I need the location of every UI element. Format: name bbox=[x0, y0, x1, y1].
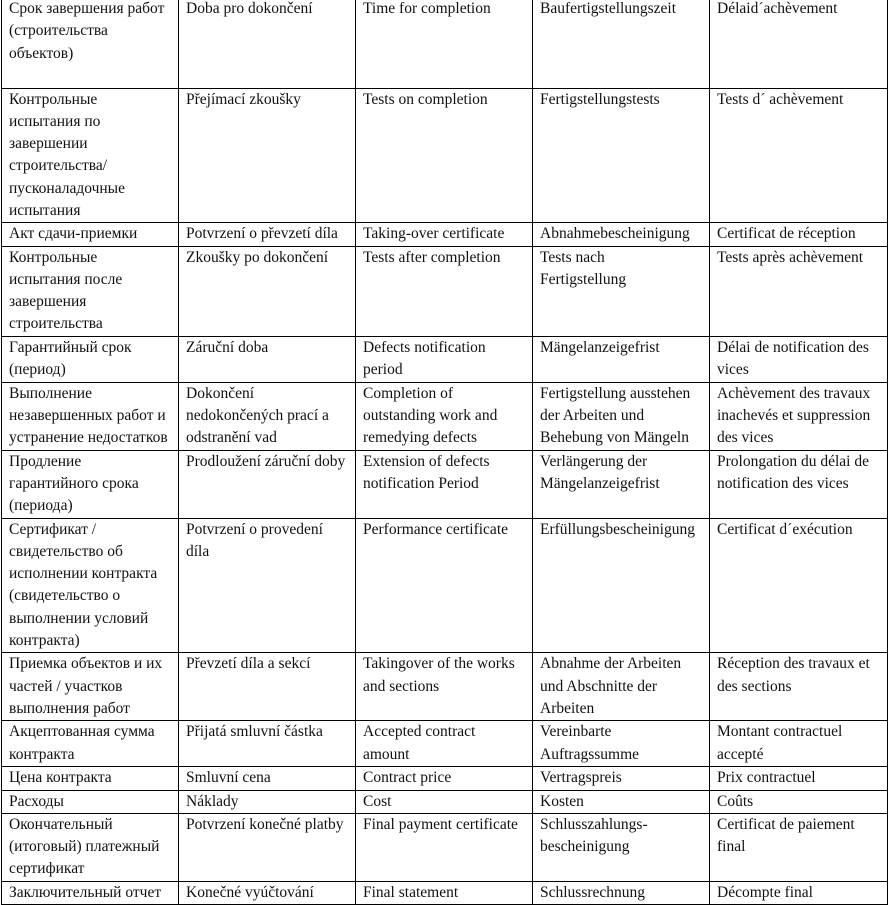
term-text-line: Контрольные bbox=[9, 248, 98, 266]
term-text-line: Smluvní cena bbox=[186, 769, 271, 787]
term-text-line: amount bbox=[363, 745, 410, 763]
term-cell-french bbox=[710, 223, 888, 246]
term-cell-english bbox=[356, 813, 533, 881]
term-text-line: Délaid´achèvement bbox=[717, 0, 838, 17]
term-text-line: завершения bbox=[9, 293, 87, 311]
table-row bbox=[2, 223, 888, 246]
term-cell-french bbox=[710, 767, 888, 790]
term-text-line: Potvrzení konečné platby bbox=[186, 815, 344, 833]
term-cell-russian bbox=[2, 790, 179, 813]
term-cell-english bbox=[356, 0, 533, 88]
term-cell-german bbox=[533, 223, 710, 246]
term-text-line: выполнении условий bbox=[9, 609, 149, 627]
term-text-line: Taking-over certificate bbox=[363, 225, 505, 243]
term-text-line: Продление bbox=[9, 452, 82, 470]
term-text-line: Schlusszahlungs- bbox=[540, 815, 648, 833]
term-text-line: Контрольные bbox=[9, 90, 98, 108]
term-text-line: Заключительный отчет bbox=[9, 883, 162, 901]
table-row bbox=[2, 336, 888, 382]
term-cell-english bbox=[356, 767, 533, 790]
term-cell-french bbox=[710, 790, 888, 813]
term-text-line: Гарантийный срок bbox=[9, 338, 132, 356]
term-cell-german bbox=[533, 790, 710, 813]
term-text-line: Performance certificate bbox=[363, 520, 509, 538]
table-row bbox=[2, 0, 888, 88]
term-cell-english bbox=[356, 881, 533, 904]
term-cell-french bbox=[710, 450, 888, 518]
term-cell-russian bbox=[2, 721, 179, 767]
term-cell-russian bbox=[2, 0, 179, 88]
table-row bbox=[2, 721, 888, 767]
term-text-line: Расходы bbox=[9, 792, 64, 810]
term-text-line: Completion of bbox=[363, 384, 453, 402]
term-text-line: Décompte final bbox=[717, 883, 813, 901]
term-cell-french bbox=[710, 246, 888, 336]
term-cell-russian bbox=[2, 450, 179, 518]
table-row bbox=[2, 767, 888, 790]
term-cell-french bbox=[710, 721, 888, 767]
term-text-line: Tests on completion bbox=[363, 90, 488, 108]
term-text-line: notification des vices bbox=[717, 474, 849, 492]
term-cell-french bbox=[710, 653, 888, 721]
term-cell-french bbox=[710, 518, 888, 653]
term-text-line: and sections bbox=[363, 677, 440, 695]
term-text-line: исполнении контракта bbox=[9, 565, 158, 583]
term-cell-english bbox=[356, 246, 533, 336]
table-row bbox=[2, 246, 888, 336]
terminology-table bbox=[1, 0, 888, 905]
term-text-line: Final statement bbox=[363, 883, 459, 901]
term-text-line: nedokončených prací a bbox=[186, 407, 329, 425]
term-cell-german bbox=[533, 881, 710, 904]
term-text-line: notification Period bbox=[363, 474, 479, 492]
term-text-line: Tests après achèvement bbox=[717, 248, 864, 266]
term-text-line: Cost bbox=[363, 792, 392, 810]
term-text-line: Coûts bbox=[717, 792, 754, 810]
term-text-line: Выполнение bbox=[9, 384, 92, 402]
term-text-line: vices bbox=[717, 361, 749, 379]
term-cell-german bbox=[533, 813, 710, 881]
term-text-line: Délai de notification des bbox=[717, 338, 869, 356]
term-text-line: устранение недостатков bbox=[9, 429, 168, 447]
term-cell-german bbox=[533, 721, 710, 767]
term-text-line: гарантийного срока bbox=[9, 474, 139, 492]
term-text-line: Dokončení bbox=[186, 384, 255, 402]
term-text-line: remedying defects bbox=[363, 429, 478, 447]
table-row bbox=[2, 653, 888, 721]
term-text-line: des vices bbox=[717, 429, 774, 447]
term-text-line: Tests nach bbox=[540, 248, 605, 266]
term-text-line: Fertigstellung ausstehen bbox=[540, 384, 691, 402]
term-text-line: Fertigstellung bbox=[540, 270, 627, 288]
table-row bbox=[2, 790, 888, 813]
table-row bbox=[2, 88, 888, 223]
table-row bbox=[2, 450, 888, 518]
term-cell-czech bbox=[179, 223, 356, 246]
table-row bbox=[2, 813, 888, 881]
term-text-line: Montant contractuel bbox=[717, 723, 843, 741]
term-cell-russian bbox=[2, 246, 179, 336]
term-text-line: Přijatá smluvní částka bbox=[186, 723, 323, 741]
term-text-line: Mängelanzeigefrist bbox=[540, 338, 660, 356]
term-text-line: Цена контракта bbox=[9, 769, 112, 787]
term-cell-english bbox=[356, 450, 533, 518]
term-text-line: odstranění vad bbox=[186, 429, 277, 447]
term-cell-russian bbox=[2, 336, 179, 382]
term-cell-german bbox=[533, 336, 710, 382]
term-text-line: Акт сдачи-приемки bbox=[9, 225, 138, 243]
term-text-line: (свидетельство о bbox=[9, 587, 121, 605]
term-cell-french bbox=[710, 0, 888, 88]
term-text-line: Accepted contract bbox=[363, 723, 476, 741]
term-text-line: Doba pro dokončení bbox=[186, 0, 313, 17]
term-text-line: Vereinbarte bbox=[540, 723, 612, 741]
term-cell-czech bbox=[179, 450, 356, 518]
term-cell-french bbox=[710, 382, 888, 450]
term-text-line: Potvrzení o převzetí díla bbox=[186, 225, 338, 243]
table-body bbox=[2, 0, 888, 905]
term-text-line: Defects notification bbox=[363, 338, 486, 356]
term-text-line: Акцептованная сумма bbox=[9, 723, 155, 741]
term-cell-english bbox=[356, 518, 533, 653]
term-cell-russian bbox=[2, 767, 179, 790]
term-text-line: Extension of defects bbox=[363, 452, 490, 470]
term-cell-czech bbox=[179, 767, 356, 790]
term-text-line: (строительства bbox=[9, 22, 108, 40]
term-cell-german bbox=[533, 246, 710, 336]
term-text-line: незавершенных работ и bbox=[9, 407, 166, 425]
term-text-line: period bbox=[363, 361, 403, 379]
term-text-line: Prix contractuel bbox=[717, 769, 816, 787]
term-cell-english bbox=[356, 653, 533, 721]
term-cell-czech bbox=[179, 790, 356, 813]
term-text-line: des sections bbox=[717, 677, 792, 695]
term-text-line: Náklady bbox=[186, 792, 239, 810]
term-cell-french bbox=[710, 881, 888, 904]
term-cell-russian bbox=[2, 88, 179, 223]
term-cell-english bbox=[356, 382, 533, 450]
term-text-line: Mängelanzeigefrist bbox=[540, 474, 660, 492]
term-cell-russian bbox=[2, 881, 179, 904]
term-text-line: Final payment certificate bbox=[363, 815, 518, 833]
term-cell-russian bbox=[2, 653, 179, 721]
term-cell-czech bbox=[179, 0, 356, 88]
term-cell-french bbox=[710, 336, 888, 382]
term-text-line: Achèvement des travaux bbox=[717, 384, 871, 402]
term-text-line: (периода) bbox=[9, 497, 73, 515]
term-text-line: Behebung von Mängeln bbox=[540, 429, 689, 447]
term-text-line: Baufertigstellungszeit bbox=[540, 0, 677, 17]
term-text-line: Potvrzení o provedení bbox=[186, 520, 323, 538]
term-text-line: строительства/ bbox=[9, 157, 108, 175]
term-text-line: контракта) bbox=[9, 632, 80, 650]
term-cell-czech bbox=[179, 721, 356, 767]
term-text-line: строительства bbox=[9, 315, 103, 333]
term-text-line: Erfüllungsbescheinigung bbox=[540, 520, 695, 538]
term-cell-german bbox=[533, 382, 710, 450]
term-cell-czech bbox=[179, 336, 356, 382]
term-cell-english bbox=[356, 721, 533, 767]
term-cell-english bbox=[356, 88, 533, 223]
term-text-line: Záruční doba bbox=[186, 338, 269, 356]
term-text-line: Schlussrechnung bbox=[540, 883, 646, 901]
term-text-line: испытания по bbox=[9, 112, 101, 130]
term-text-line: Abnahme der Arbeiten bbox=[540, 655, 682, 673]
term-text-line: Contract price bbox=[363, 769, 452, 787]
term-text-line: Fertigstellungstests bbox=[540, 90, 660, 108]
term-text-line: Zkoušky po dokončení bbox=[186, 248, 329, 266]
term-text-line: díla bbox=[186, 542, 210, 560]
term-text-line: Prolongation du délai de bbox=[717, 452, 869, 470]
term-text-line: пусконаладочные bbox=[9, 179, 125, 197]
term-cell-russian bbox=[2, 813, 179, 881]
term-text-line: Time for completion bbox=[363, 0, 491, 17]
term-text-line: Сертификат / bbox=[9, 520, 97, 538]
term-text-line: сертификат bbox=[9, 860, 85, 878]
term-cell-english bbox=[356, 336, 533, 382]
term-text-line: der Arbeiten und bbox=[540, 407, 645, 425]
term-text-line: выполнения работ bbox=[9, 699, 130, 717]
term-text-line: inachevés et suppression bbox=[717, 407, 871, 425]
term-text-line: испытания bbox=[9, 201, 81, 219]
term-cell-english bbox=[356, 790, 533, 813]
term-cell-czech bbox=[179, 881, 356, 904]
term-text-line: Certificat d´exécution bbox=[717, 520, 853, 538]
term-text-line: Срок завершения работ bbox=[9, 0, 165, 17]
term-text-line: Takingover of the works bbox=[363, 655, 515, 673]
term-text-line: завершении bbox=[9, 135, 88, 153]
term-text-line: Kosten bbox=[540, 792, 584, 810]
term-text-line: Auftragssumme bbox=[540, 745, 640, 763]
term-text-line: (период) bbox=[9, 361, 66, 379]
term-text-line: final bbox=[717, 838, 746, 856]
term-text-line: контракта bbox=[9, 745, 75, 763]
term-cell-french bbox=[710, 813, 888, 881]
term-cell-russian bbox=[2, 382, 179, 450]
term-text-line: Převzetí díla a sekcí bbox=[186, 655, 311, 673]
term-cell-russian bbox=[2, 518, 179, 653]
term-text-line: объектов) bbox=[9, 44, 74, 62]
term-text-line: Réception des travaux et bbox=[717, 655, 870, 673]
term-cell-russian bbox=[2, 223, 179, 246]
term-text-line: Certificat de réception bbox=[717, 225, 856, 243]
term-cell-german bbox=[533, 518, 710, 653]
term-cell-german bbox=[533, 767, 710, 790]
term-text-line: outstanding work and bbox=[363, 407, 498, 425]
term-text-line: испытания после bbox=[9, 270, 123, 288]
term-cell-french bbox=[710, 88, 888, 223]
term-text-line: Tests after completion bbox=[363, 248, 501, 266]
term-cell-czech bbox=[179, 246, 356, 336]
term-cell-german bbox=[533, 653, 710, 721]
term-text-line: Окончательный bbox=[9, 815, 113, 833]
term-text-line: Prodloužení záruční doby bbox=[186, 452, 346, 470]
term-text-line: Приемка объектов и их bbox=[9, 655, 163, 673]
term-cell-english bbox=[356, 223, 533, 246]
term-text-line: Certificat de paiement bbox=[717, 815, 855, 833]
table-row bbox=[2, 518, 888, 653]
term-text-line: (итоговый) платежный bbox=[9, 838, 160, 856]
term-cell-german bbox=[533, 450, 710, 518]
term-text-line: Přejímací zkoušky bbox=[186, 90, 301, 108]
term-cell-czech bbox=[179, 88, 356, 223]
table-row bbox=[2, 382, 888, 450]
term-cell-german bbox=[533, 88, 710, 223]
term-cell-czech bbox=[179, 813, 356, 881]
term-cell-czech bbox=[179, 653, 356, 721]
term-text-line: свидетельство об bbox=[9, 542, 123, 560]
term-text-line: Abnahmebescheinigung bbox=[540, 225, 690, 243]
term-cell-czech bbox=[179, 518, 356, 653]
table-row bbox=[2, 881, 888, 904]
term-text-line: accepté bbox=[717, 745, 764, 763]
term-text-line: Verlängerung der bbox=[540, 452, 648, 470]
terminology-table-container bbox=[1, 0, 887, 905]
term-cell-czech bbox=[179, 382, 356, 450]
term-text-line: bescheinigung bbox=[540, 838, 630, 856]
term-text-line: und Abschnitte der bbox=[540, 677, 658, 695]
term-text-line: Tests d´ achèvement bbox=[717, 90, 844, 108]
term-text-line: Konečné vyúčtování bbox=[186, 883, 314, 901]
term-text-line: Arbeiten bbox=[540, 699, 595, 717]
term-text-line: частей / участков bbox=[9, 677, 123, 695]
term-cell-german bbox=[533, 0, 710, 88]
term-text-line: Vertragspreis bbox=[540, 769, 622, 787]
